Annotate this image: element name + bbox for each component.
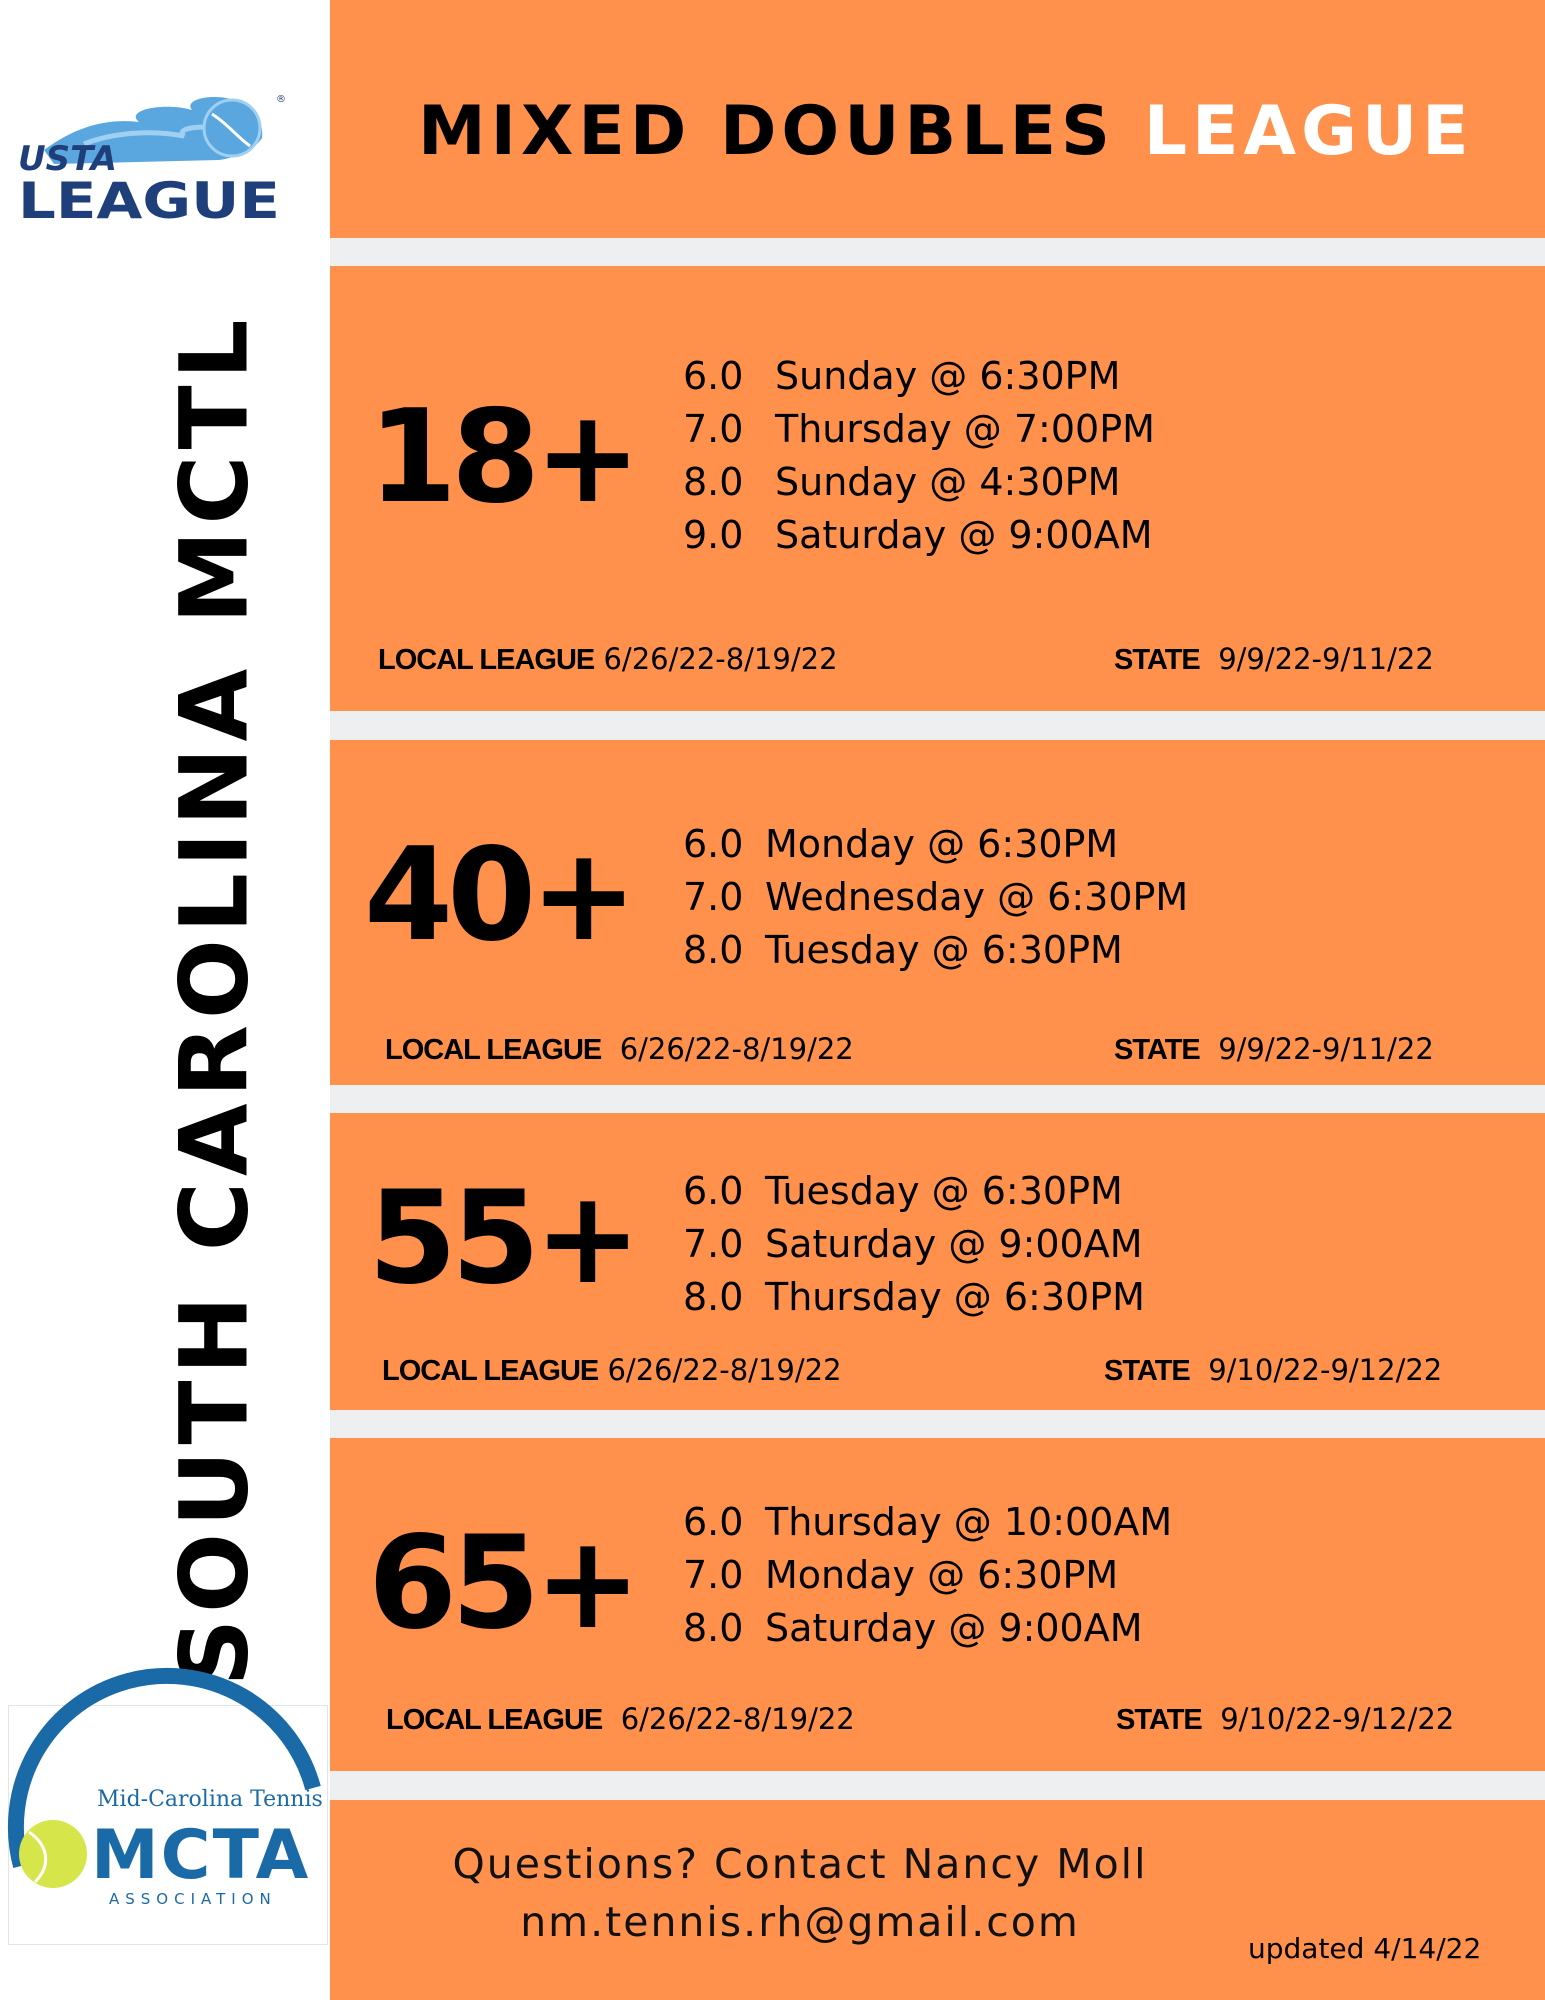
contact-line: Questions? Contact Nancy Moll [452, 1840, 1148, 1888]
header-panel [330, 0, 1545, 238]
contact-panel [330, 1800, 1545, 2000]
state-label: STATE [1104, 1355, 1190, 1387]
level: 6.0 [683, 1169, 744, 1213]
level: 6.0 [683, 354, 744, 398]
league-text: LEAGUE [18, 172, 280, 230]
schedule-item [683, 1496, 1172, 1549]
local-league-label: LOCAL LEAGUE [386, 1704, 603, 1736]
time: Tuesday @ 6:30PM [765, 1169, 1123, 1213]
division-age: 65+ [368, 1509, 636, 1658]
division-65-panel [330, 1438, 1545, 1771]
level: 8.0 [683, 1606, 744, 1650]
schedule-item [683, 350, 1155, 403]
level: 8.0 [683, 460, 744, 504]
state-dates: STATE 9/10/22-9/12/22 [1116, 1702, 1455, 1736]
level: 8.0 [683, 1275, 744, 1319]
schedule-item [683, 509, 1155, 562]
level: 9.0 [683, 513, 744, 557]
updated-date: updated 4/14/22 [1248, 1932, 1482, 1965]
local-league-label: LOCAL LEAGUE [378, 644, 595, 676]
division-age: 40+ [364, 821, 632, 970]
vertical-title: SOUTH CAROLINA MCTL [160, 313, 270, 1687]
sidebar [0, 0, 330, 2000]
title-part1: MIXED DOUBLES [418, 92, 1116, 171]
local-league-dates: LOCAL LEAGUE 6/26/22-8/19/22 [378, 642, 838, 676]
schedule-list [683, 1496, 1172, 1655]
time: Saturday @ 9:00AM [765, 1606, 1143, 1650]
division-55-panel [330, 1113, 1545, 1410]
schedule-item [683, 818, 1188, 871]
state-label: STATE [1114, 1034, 1200, 1066]
state-dates: STATE 9/10/22-9/12/22 [1104, 1353, 1443, 1387]
schedule-item [683, 1218, 1145, 1271]
time: Thursday @ 10:00AM [765, 1500, 1173, 1544]
title-part2: LEAGUE [1143, 92, 1474, 171]
schedule-item [683, 1549, 1172, 1602]
schedule-item [683, 924, 1188, 977]
time: Monday @ 6:30PM [765, 1553, 1119, 1597]
state-dates: STATE 9/9/22-9/11/22 [1114, 1032, 1434, 1066]
level: 7.0 [683, 875, 744, 919]
mcta-abbr-text: MCTA [91, 1816, 311, 1895]
schedule-item [683, 1602, 1172, 1655]
division-age: 18+ [368, 383, 636, 532]
mcta-logo [8, 1705, 328, 1945]
local-league-label: LOCAL LEAGUE [385, 1034, 602, 1066]
schedule-list [683, 350, 1155, 562]
division-18-panel [330, 266, 1545, 711]
usta-text: USTA [18, 139, 117, 179]
main-content [330, 0, 1545, 2000]
schedule-list [683, 1165, 1145, 1324]
time: Sunday @ 6:30PM [775, 354, 1121, 398]
state-label: STATE [1114, 644, 1200, 676]
schedule-list [683, 818, 1188, 977]
level: 8.0 [683, 928, 744, 972]
time: Sunday @ 4:30PM [775, 460, 1121, 504]
time: Thursday @ 7:00PM [775, 407, 1155, 451]
time: Saturday @ 9:00AM [775, 513, 1153, 557]
time: Saturday @ 9:00AM [765, 1222, 1143, 1266]
level: 7.0 [683, 1553, 744, 1597]
time: Thursday @ 6:30PM [765, 1275, 1145, 1319]
schedule-item [683, 456, 1155, 509]
mcta-arc-text: Mid-Carolina Tennis [97, 1787, 323, 1812]
page-title [418, 92, 1474, 171]
schedule-item [683, 403, 1155, 456]
level: 7.0 [683, 407, 744, 451]
tennis-ball-icon [19, 1820, 87, 1888]
time: Wednesday @ 6:30PM [765, 875, 1189, 919]
division-age: 55+ [368, 1164, 636, 1313]
svg-text:®: ® [276, 94, 286, 105]
schedule-item [683, 1165, 1145, 1218]
level: 6.0 [683, 1500, 744, 1544]
local-league-dates: LOCAL LEAGUE 6/26/22-8/19/22 [385, 1032, 854, 1066]
schedule-item [683, 1271, 1145, 1324]
local-league-label: LOCAL LEAGUE [382, 1355, 599, 1387]
level: 7.0 [683, 1222, 744, 1266]
time: Monday @ 6:30PM [765, 822, 1119, 866]
state-dates: STATE 9/9/22-9/11/22 [1114, 642, 1434, 676]
schedule-item [683, 871, 1188, 924]
local-league-dates: LOCAL LEAGUE 6/26/22-8/19/22 [386, 1702, 855, 1736]
time: Tuesday @ 6:30PM [765, 928, 1123, 972]
state-label: STATE [1116, 1704, 1202, 1736]
level: 6.0 [683, 822, 744, 866]
usta-league-logo [14, 88, 284, 228]
mcta-assoc-text: ASSOCIATION [109, 1890, 277, 1908]
local-league-dates: LOCAL LEAGUE 6/26/22-8/19/22 [382, 1353, 842, 1387]
contact-email[interactable]: nm.tennis.rh@gmail.com [520, 1898, 1080, 1946]
division-40-panel [330, 740, 1545, 1085]
